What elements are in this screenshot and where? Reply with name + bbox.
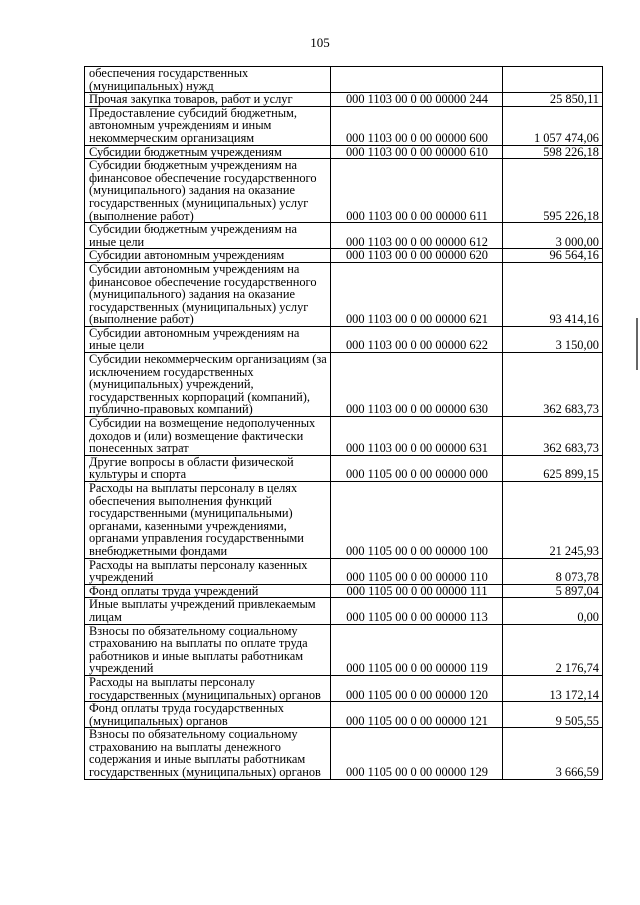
cell-code: 000 1103 00 0 00 00000 621 <box>331 262 503 326</box>
cell-code: 000 1103 00 0 00 00000 620 <box>331 249 503 263</box>
cell-amount: 362 683,73 <box>503 417 603 456</box>
cell-name: Фонд оплаты труда государственных (муниципальных) органов <box>85 702 331 728</box>
cell-code: 000 1105 00 0 00 00000 100 <box>331 482 503 559</box>
cell-name: Субсидии бюджетным учреждениям на финансовое обеспечение государственного (муниципального) задания на оказание государственных (муниципальных) услуг (выполнение работ) <box>85 159 331 223</box>
cell-code: 000 1105 00 0 00 00000 119 <box>331 624 503 675</box>
cell-name: Взносы по обязательному социальному страхованию на выплаты по оплате труда работников и иные выплаты работникам учреждений <box>85 624 331 675</box>
table-row <box>85 675 603 701</box>
cell-amount: 362 683,73 <box>503 353 603 417</box>
cell-code: 000 1105 00 0 00 00000 120 <box>331 675 503 701</box>
table-row <box>85 249 603 263</box>
cell-name: Взносы по обязательному социальному страхованию на выплаты денежного содержания и иные выплаты работникам государственных (муниципальных) органов <box>85 728 331 779</box>
table-row <box>85 728 603 779</box>
cell-code: 000 1105 00 0 00 00000 110 <box>331 558 503 584</box>
scan-edge-mark <box>636 318 638 370</box>
cell-name: Расходы на выплаты персоналу казенных учреждений <box>85 558 331 584</box>
table-row <box>85 159 603 223</box>
table-row <box>85 223 603 249</box>
table-row <box>85 326 603 352</box>
cell-code: 000 1103 00 0 00 00000 600 <box>331 106 503 145</box>
cell-name: Другие вопросы в области физической культуры и спорта <box>85 455 331 481</box>
table-row <box>85 145 603 159</box>
table-row <box>85 702 603 728</box>
budget-table <box>84 66 603 780</box>
cell-amount: 2 176,74 <box>503 624 603 675</box>
table-row <box>85 67 603 93</box>
cell-amount: 3 666,59 <box>503 728 603 779</box>
cell-name: Субсидии бюджетным учреждениям <box>85 145 331 159</box>
cell-name: обеспечения государственных (муниципальных) нужд <box>85 67 331 93</box>
cell-code: 000 1103 00 0 00 00000 610 <box>331 145 503 159</box>
cell-amount: 3 000,00 <box>503 223 603 249</box>
cell-amount: 625 899,15 <box>503 455 603 481</box>
cell-amount: 5 897,04 <box>503 584 603 598</box>
table-row <box>85 353 603 417</box>
table-row <box>85 417 603 456</box>
cell-name: Предоставление субсидий бюджетным, автономным учреждениям и иным некоммерческим организациям <box>85 106 331 145</box>
cell-amount: 96 564,16 <box>503 249 603 263</box>
cell-code: 000 1105 00 0 00 00000 113 <box>331 598 503 624</box>
cell-name: Расходы на выплаты персоналу в целях обеспечения выполнения функций государственными (муниципальными) органами, казенными учреждениями, органами управления государственными внебюджетными фондами <box>85 482 331 559</box>
cell-amount: 9 505,55 <box>503 702 603 728</box>
table-row <box>85 482 603 559</box>
cell-name: Прочая закупка товаров, работ и услуг <box>85 93 331 107</box>
cell-name: Субсидии автономным учреждениям на иные цели <box>85 326 331 352</box>
cell-code: 000 1105 00 0 00 00000 000 <box>331 455 503 481</box>
cell-amount: 1 057 474,06 <box>503 106 603 145</box>
cell-code <box>331 67 503 93</box>
table-row <box>85 455 603 481</box>
cell-amount: 25 850,11 <box>503 93 603 107</box>
cell-code: 000 1103 00 0 00 00000 630 <box>331 353 503 417</box>
cell-name: Субсидии бюджетным учреждениям на иные цели <box>85 223 331 249</box>
table-row <box>85 624 603 675</box>
cell-code: 000 1105 00 0 00 00000 129 <box>331 728 503 779</box>
cell-code: 000 1103 00 0 00 00000 244 <box>331 93 503 107</box>
cell-amount <box>503 67 603 93</box>
cell-name: Расходы на выплаты персоналу государственных (муниципальных) органов <box>85 675 331 701</box>
cell-code: 000 1103 00 0 00 00000 631 <box>331 417 503 456</box>
cell-amount: 13 172,14 <box>503 675 603 701</box>
cell-amount: 3 150,00 <box>503 326 603 352</box>
cell-amount: 0,00 <box>503 598 603 624</box>
cell-code: 000 1103 00 0 00 00000 622 <box>331 326 503 352</box>
cell-amount: 595 226,18 <box>503 159 603 223</box>
cell-name: Субсидии автономным учреждениям на финансовое обеспечение государственного (муниципального) задания на оказание государственных (муниципальных) услуг (выполнение работ) <box>85 262 331 326</box>
table-row <box>85 584 603 598</box>
cell-code: 000 1103 00 0 00 00000 611 <box>331 159 503 223</box>
cell-name: Субсидии на возмещение недополученных доходов и (или) возмещение фактически понесенных затрат <box>85 417 331 456</box>
cell-amount: 8 073,78 <box>503 558 603 584</box>
table-row <box>85 598 603 624</box>
cell-name: Субсидии автономным учреждениям <box>85 249 331 263</box>
budget-table-body <box>85 67 603 780</box>
cell-amount: 93 414,16 <box>503 262 603 326</box>
cell-code: 000 1105 00 0 00 00000 111 <box>331 584 503 598</box>
table-row <box>85 106 603 145</box>
cell-amount: 598 226,18 <box>503 145 603 159</box>
cell-name: Фонд оплаты труда учреждений <box>85 584 331 598</box>
cell-code: 000 1103 00 0 00 00000 612 <box>331 223 503 249</box>
cell-name: Иные выплаты учреждений привлекаемым лицам <box>85 598 331 624</box>
cell-amount: 21 245,93 <box>503 482 603 559</box>
cell-name: Субсидии некоммерческим организациям (за исключением государственных (муниципальных) учреждений, государственных корпораций (компаний), публично-правовых компаний) <box>85 353 331 417</box>
table-row <box>85 93 603 107</box>
table-row <box>85 262 603 326</box>
table-row <box>85 558 603 584</box>
page-number: 105 <box>310 35 330 50</box>
cell-code: 000 1105 00 0 00 00000 121 <box>331 702 503 728</box>
